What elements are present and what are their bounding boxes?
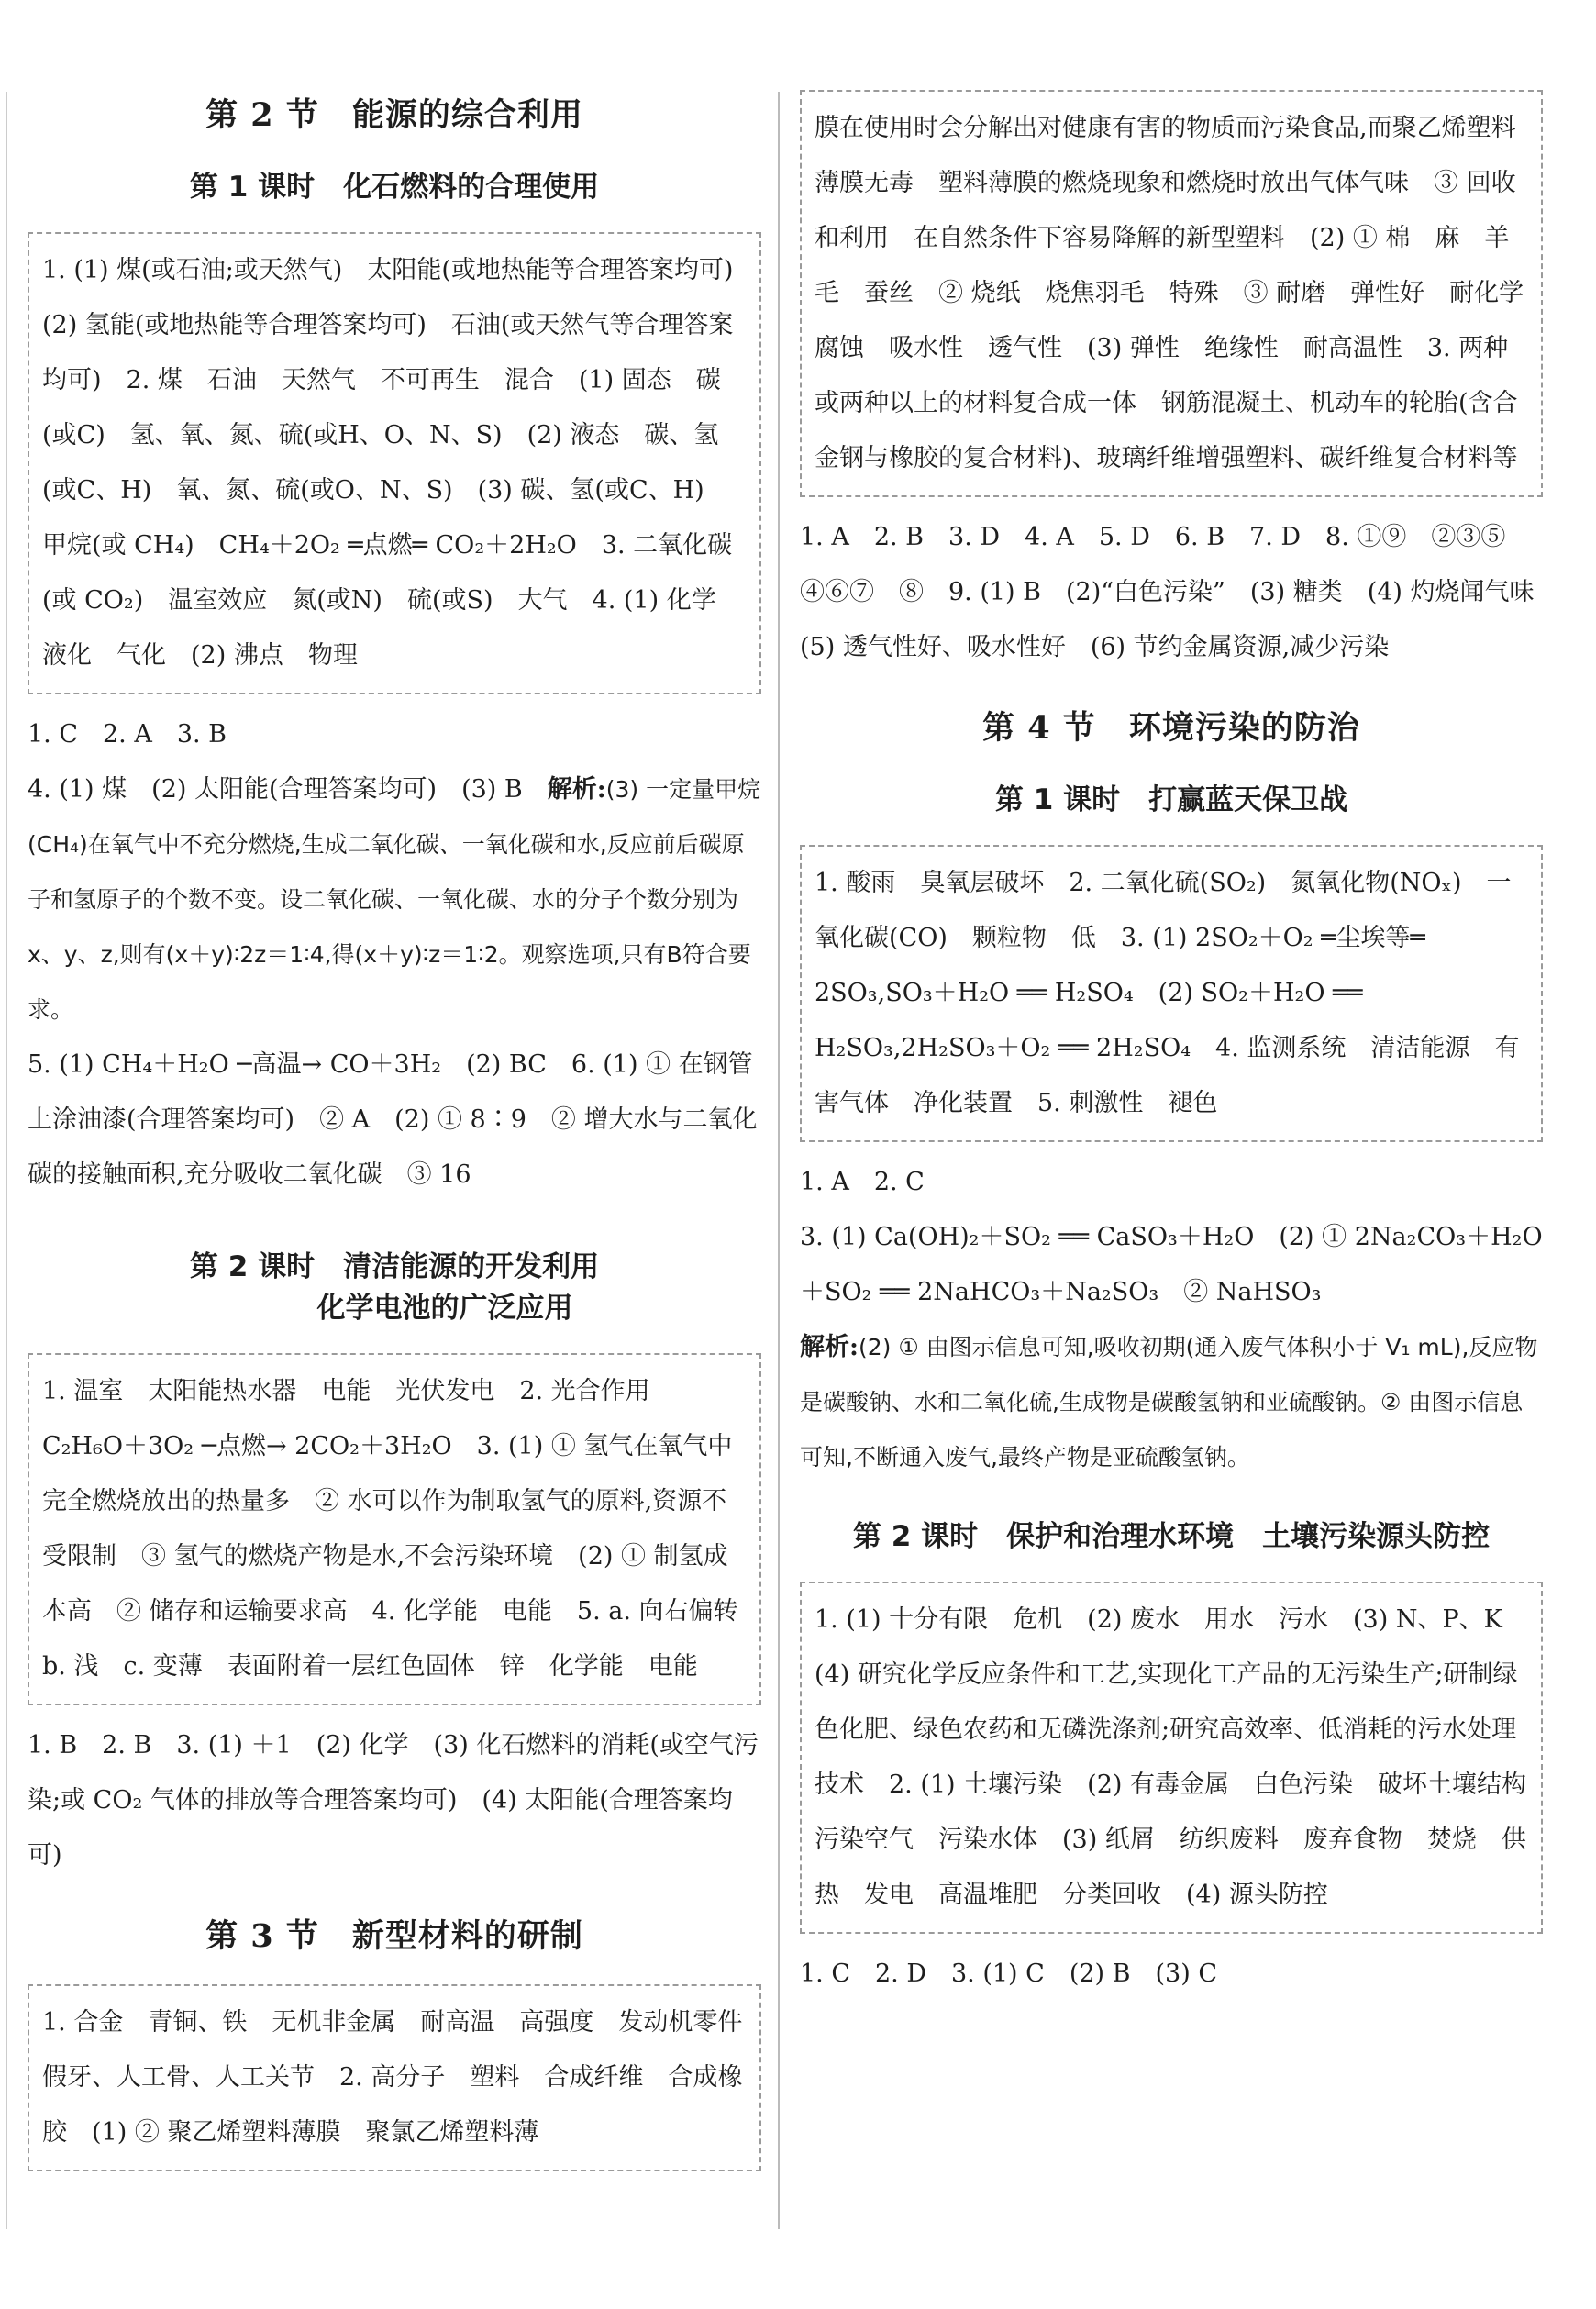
box-text: 1. 合金 青铜、铁 无机非金属 耐高温 高强度 发动机零件 假牙、人工骨、人工关节 2. 高分子 塑料 合成纤维 合成橡胶 (1) ② 聚乙烯塑料薄膜 聚氯乙烯塑料薄 [42,2008,768,2147]
jiexi-label: 解析: [800,1333,859,1361]
answer-line: 1. C 2. D 3. (1) C (2) B (3) C [800,1959,1217,1988]
jiexi-text: (2) ① 由图示信息可知,吸收初期(通入废气体积小于 V₁ mL),反应物是碳酸钠、水和二氧化硫,生成物是碳酸氢钠和亚硫酸钠。② 由图示信息可知,不断通入废气,最终产物是亚硫酸氢钠。 [800,1334,1538,1471]
answer-text: 4. (1) 煤 (2) 太阳能(合理答案均可) (3) B [28,775,548,804]
jiexi-label: 解析: [547,775,606,804]
answer-line: 1. C 2. A 3. B [28,720,227,749]
box-text: 膜在使用时会分解出对健康有害的物质而污染食品,而聚乙烯塑料薄膜无毒 塑料薄膜的燃烧现象和燃烧时放出气体气味 ③ 回收和利用 在自然条件下容易降解的新型塑料 (2) ① 棉 麻 羊毛 蚕丝 ② 烧纸 烧焦羽毛 特殊 ③ 耐磨 弹性好 耐化学腐蚀 吸水性 透气性 (3) 弹性 绝缘性 耐高温性 3. 两种或两种以上的材料复合成一体 钢筋混凝土、机动车的轮胎(含合金钢与橡胶的复合材料)、玻璃纤维增强塑料、碳纤维复合材料等 [815,114,1524,472]
left-column [28,90,768,2171]
answer-line: 3. (1) Ca(OH)₂＋SO₂ ══ CaSO₃＋H₂O (2) ① 2Na₂CO₃＋H₂O＋SO₂ ══ 2NaHCO₃＋Na₂SO₃ ② NaHSO₃ [800,1223,1543,1306]
answer-box-2-1 [28,232,761,694]
answer-box-4-2 [800,1582,1551,1934]
answers-4-2 [800,1947,1543,2002]
answer-line [28,762,761,1038]
answers-2-2 [28,1718,761,1883]
answer-box-3-cont [800,90,1543,497]
left-margin-line [6,92,7,2229]
lesson-title-2-2-line2: 化学电池的广泛应用 [316,1292,573,1325]
jiexi-text: (3) 一定量甲烷(CH₄)在氧气中不充分燃烧,生成二氧化碳、一氧化碳和水,反应前后碳原子和氢原子的个数不变。设二氧化碳、一氧化碳、水的分子个数分别为 x、y、z,则有(x＋y)∶2z＝1∶4,得(x＋y)∶z＝1∶2。观察选项,只有B符合要求。 [28,776,761,1023]
answer-box-4-1 [800,845,1543,1142]
column-divider [778,92,780,2229]
box-text: 1. 酸雨 臭氧层破坏 2. 二氧化硫(SO₂) 氮氧化物(NOₓ) 一氧化碳(CO) 颗粒物 低 3. (1) 2SO₂＋O₂ ═尘埃等═ 2SO₃,SO₃＋H₂O ══ H₂SO₄ (2) SO₂＋H₂O ══ H₂SO₃,2H₂SO₃＋O₂ ══ 2H₂SO₄ 4. 监测系统 清洁能源 有害气体 净化装置 5. 刺激性 褪色 [815,869,1520,1117]
lesson-title-4-1: 第 1 课时 打赢蓝天保卫战 [994,783,1348,816]
answers-3 [800,510,1559,675]
box-text: 1. (1) 煤(或石油;或天然气) 太阳能(或地热能等合理答案均可) (2) 氢能(或地热能等合理答案均可) 石油(或天然气等合理答案均可) 2. 煤 石油 天然气 不可再生 混合 (1) 固态 碳(或C) 氢、氧、氮、硫(或H、O、N、S) (2) 液态 碳、氢(或C、H) 氧、氮、硫(或O、N、S) (3) 碳、氢(或C、H) 甲烷(或 CH₄) CH₄＋2O₂ ═点燃═ CO₂＋2H₂O 3. 二氧化碳(或 CO₂) 温室效应 氮(或N) 硫(或S) 大气 4. (1) 化学 液化 气化 (2) 沸点 物理 [42,256,759,670]
answers-4-1 [800,1155,1543,1485]
box-text: 1. 温室 太阳能热水器 电能 光伏发电 2. 光合作用 C₂H₆O＋3O₂ ─点燃→ 2CO₂＋3H₂O 3. (1) ① 氢气在氧气中完全燃烧放出的热量多 ② 水可以作为制取氢气的原料,资源不受限制 ③ 氢气的燃烧产物是水,不会污染环境 (2) ① 制氢成本高 ② 储存和运输要求高 4. 化学能 电能 5. a. 向右偏转 b. 浅 c. 变薄 表面附着一层红色固体 锌 化学能 电能 [42,1377,763,1681]
answer-line: 1. B 2. B 3. (1) ＋1 (2) 化学 (3) 化石燃料的消耗(或空气污染;或 CO₂ 气体的排放等合理答案均可) (4) 太阳能(合理答案均可) [28,1731,759,1870]
answer-box-3 [28,1984,768,2171]
answer-line: 5. (1) CH₄＋H₂O ─高温→ CO＋3H₂ (2) BC 6. (1) ① 在钢管上涂油漆(合理答案均可) ② A (2) ① 8∶9 ② 增大水与二氧化碳的接触面积,充分吸收二氧化碳 ③ 16 [28,1050,758,1189]
answer-line: 1. A 2. C [800,1168,925,1196]
box-text: 1. (1) 十分有限 危机 (2) 废水 用水 污水 (3) N、P、K (4) 研究化学反应条件和工艺,实现化工产品的无污染生产;研制绿色化肥、绿色农药和无磷洗涤剂;研究高效率、低消耗的污水处理技术 2. (1) 土壤污染 (2) 有毒金属 白色污染 破坏土壤结构 污染空气 污染水体 (3) 纸屑 纺织废料 废弃食物 焚烧 供热 发电 高温堆肥 分类回收 (4) 源头防控 [815,1605,1551,1909]
answer-box-2-2 [28,1353,761,1705]
section-title-2: 第 2 节 能源的综合利用 [205,96,583,134]
answers-2-1 [28,707,761,1203]
section-title-3: 第 3 节 新型材料的研制 [205,1917,583,1955]
lesson-title-2-2-line1: 第 2 课时 清洁能源的开发利用 [189,1250,600,1283]
answer-line [800,1320,1543,1485]
lesson-title-2-1: 第 1 课时 化石燃料的合理使用 [189,171,600,204]
section-title-4: 第 4 节 环境污染的防治 [982,709,1360,747]
right-column [800,90,1559,2002]
lesson-title-4-2: 第 2 课时 保护和治理水环境 土壤污染源头防控 [852,1520,1491,1553]
answer-line: 1. A 2. B 3. D 4. A 5. D 6. B 7. D 8. ①⑨ ②③⑤ ④⑥⑦ ⑧ 9. (1) B (2)“白色污染” (3) 糖类 (4) 灼烧闻气味 (5) 透气性好、吸水性好 (6) 节约金属资源,减少污染 [800,523,1559,661]
